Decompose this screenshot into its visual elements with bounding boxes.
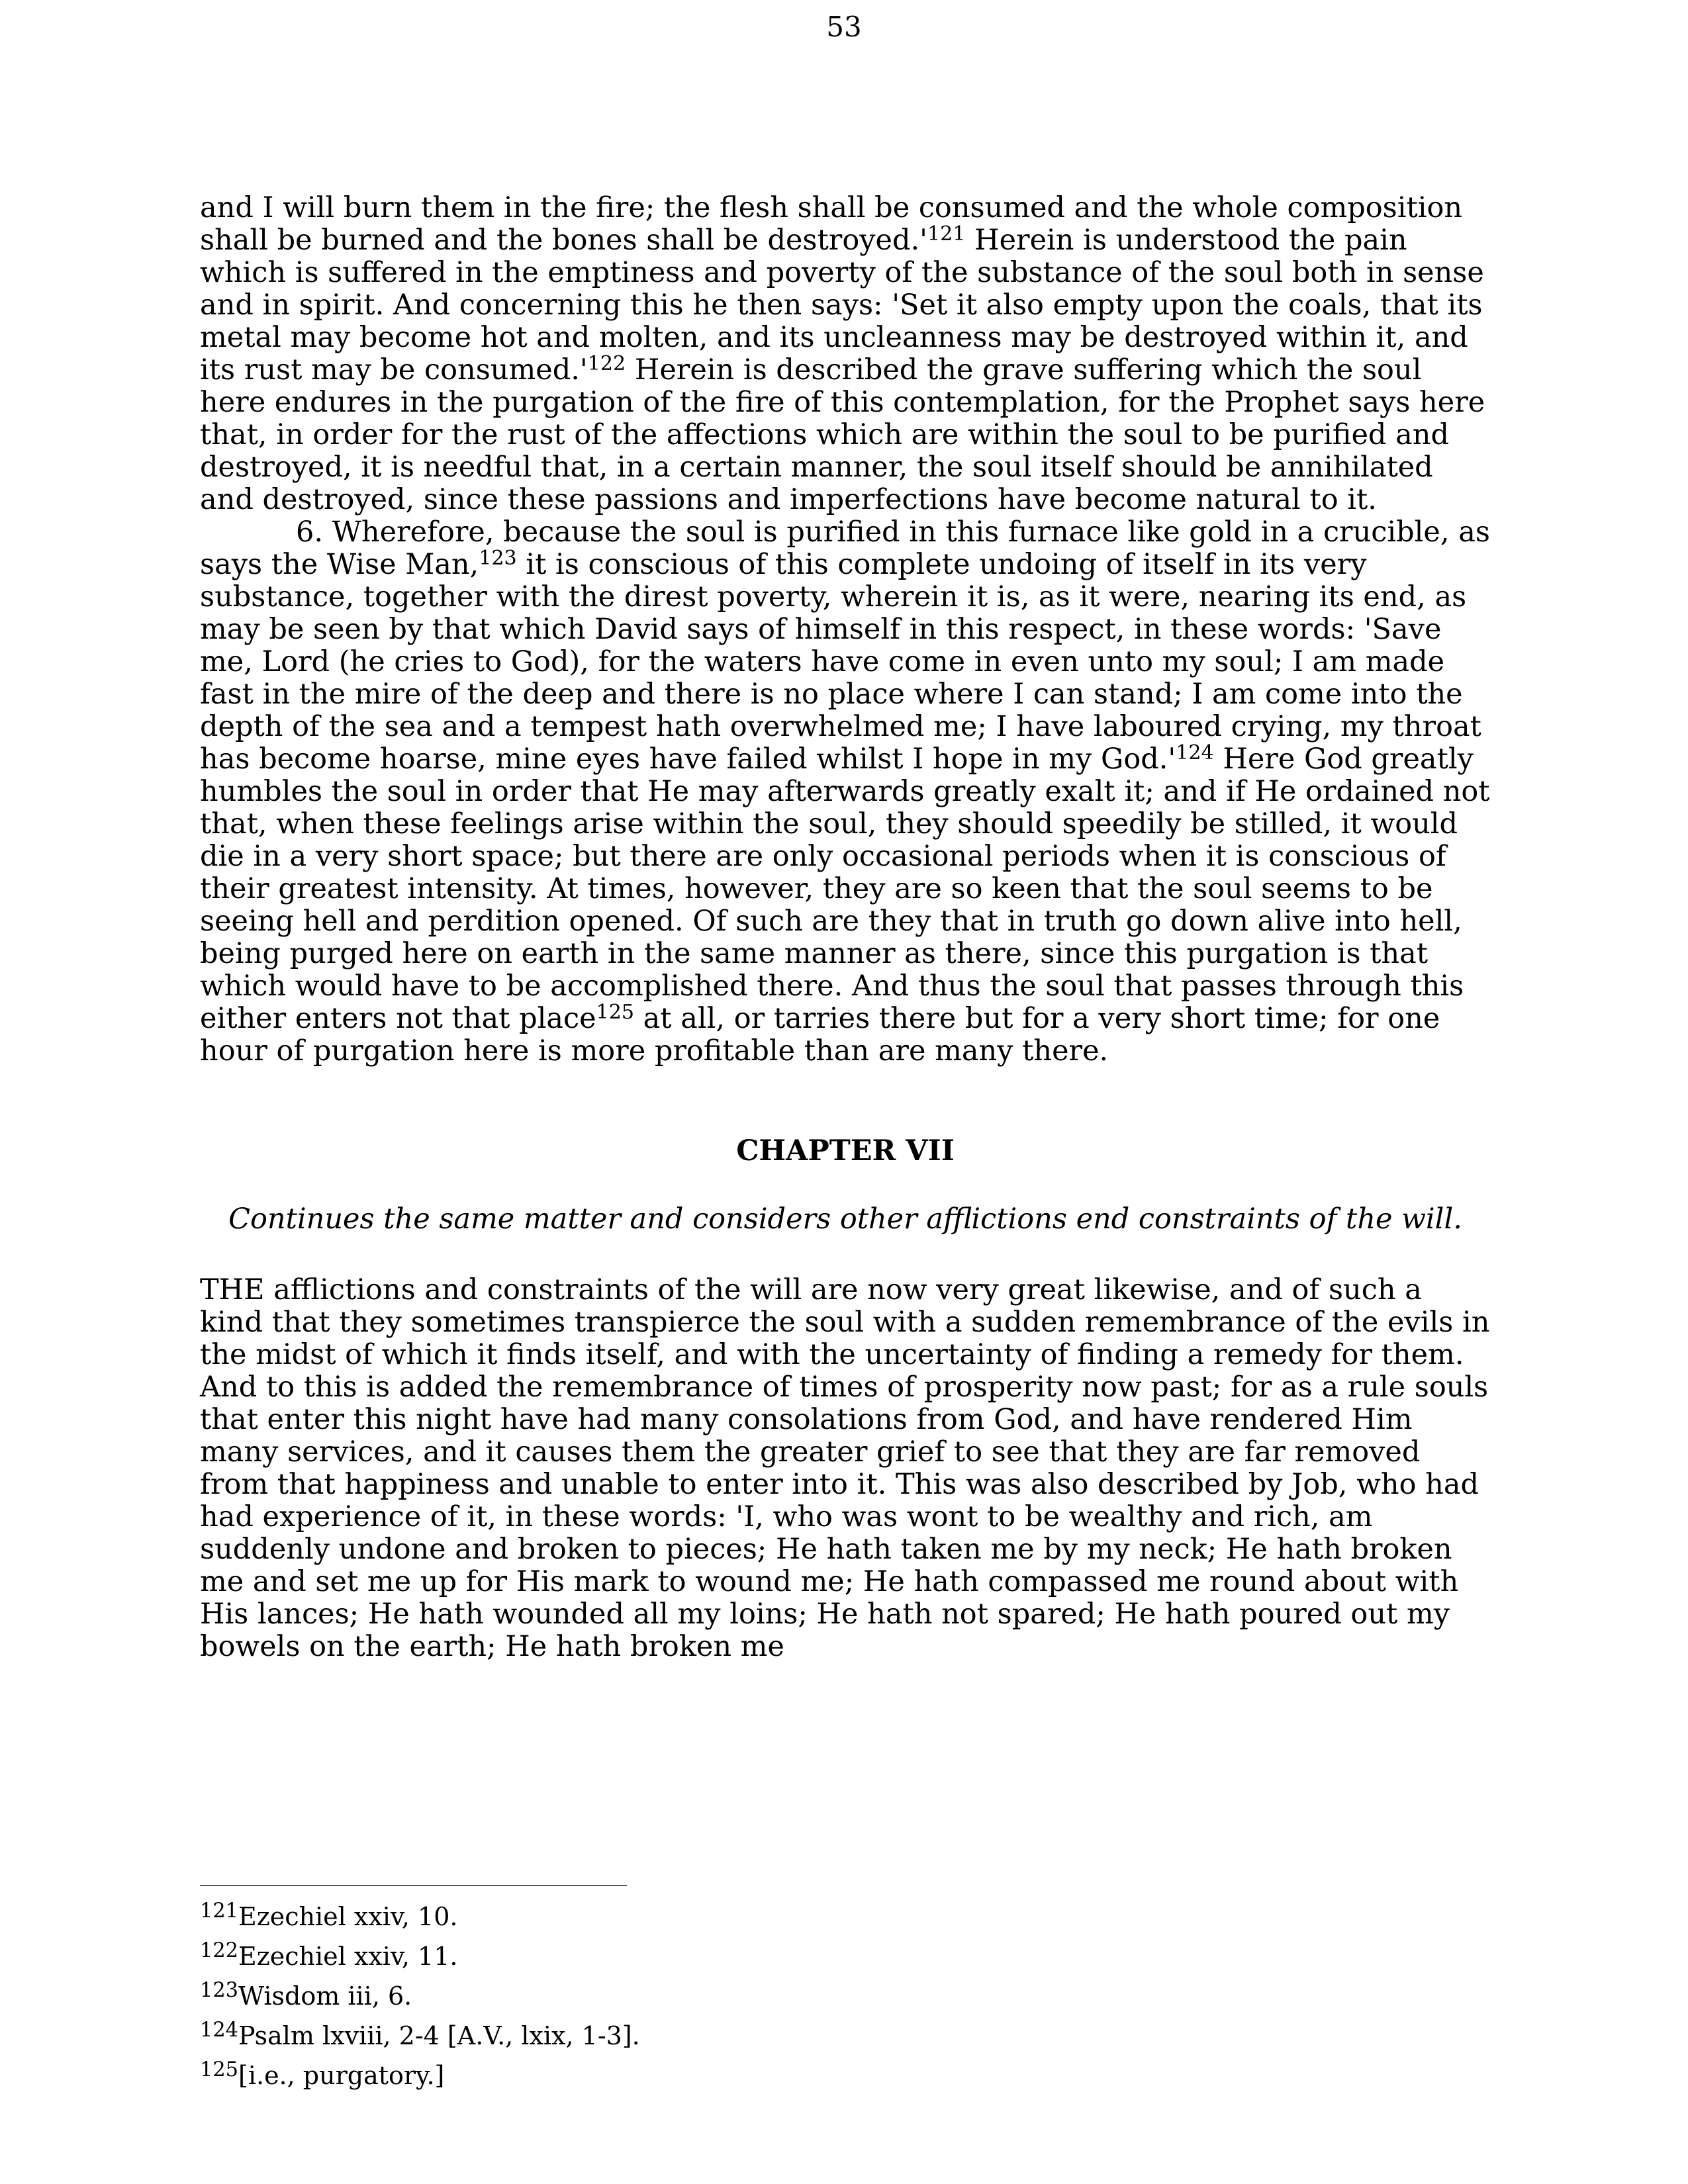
footnote — [200, 1936, 1491, 1976]
footnote-text: Psalm lxviii, 2-4 [A.V., lxix, 1-3]. — [238, 2021, 640, 2050]
footnote-number: 122 — [200, 1938, 239, 1962]
chapter-heading: CHAPTER VII — [736, 1134, 955, 1167]
footnote-list — [200, 1897, 1491, 2095]
text-segment: Herein is described the grave suffering which the soul here endures in the purgation of the fire of this contemplation, for the Prophet says here that, in order for the rust of the affections which are within the soul to be purified and destroyed, it is needful that, in a certain manner, the soul itself should be annihilated and destroyed, since these passions and imperfections have become natural to it. — [200, 353, 1485, 516]
footnote-ref: 122 — [587, 352, 626, 376]
footnotes-section — [200, 1885, 1491, 2095]
footnote-ref: 124 — [1176, 741, 1214, 765]
chapter-subtitle: Continues the same matter and considers other afflictions end constraints of the will. — [228, 1203, 1462, 1236]
footnote-text: Ezechiel xxiv, 11. — [238, 1942, 458, 1971]
footnote — [200, 2056, 1491, 2095]
footnote — [200, 2016, 1491, 2056]
footnote — [200, 1976, 1491, 2016]
body-paragraph — [200, 516, 1491, 1068]
text-segment: and I will burn them in the fire; the flesh shall be consumed and the whole composition shall be burned and the bones shall be destroyed.' — [200, 191, 1463, 257]
text-segment: THE afflictions and constraints of the will are now very great likewise, and of such a kind that they sometimes transpierce the soul with a sudden remembrance of the evils in the midst of which it finds itself, and with the uncertainty of finding a remedy for them. And to this is added the remembrance of times of prosperity now past; for as a rule souls that enter this night have had many consolations from God, and have rendered Him many services, and it causes them the greater grief to see that they are far removed from that happiness and unable to enter into it. This was also described by Job, who had had experience of it, in these words: 'I, who was wont to be wealthy and rich, am suddenly undone and broken to pieces; He hath taken me by my neck; He hath broken me and set me up for His mark to wound me; He hath compassed me round about with His lances; He hath wounded all my loins; He hath not spared; He hath poured out my bowels on the earth; He hath broken me — [200, 1273, 1490, 1663]
body-paragraph — [200, 192, 1491, 516]
footnote-number: 124 — [200, 2018, 239, 2042]
footnote-number: 125 — [200, 2058, 239, 2081]
text-block — [200, 192, 1491, 1663]
body-paragraph — [200, 1274, 1491, 1663]
footnote — [200, 1897, 1491, 1936]
footnote-ref: 123 — [479, 547, 517, 570]
page-number: 53 — [826, 11, 862, 43]
text-segment: at all, or tarries there but for a very short time; for one hour of purgation here is more profitable than are many there. — [200, 1002, 1440, 1068]
footnote-text: Ezechiel xxiv, 10. — [238, 1902, 458, 1931]
text-segment: Here God greatly humbles the soul in order that He may afterwards greatly exalt it; and if He ordained not that, when these feelings arise within the soul, they should speedily be stilled, it would die in a very short space; but there are only occasional periods when it is conscious of their greatest intensity. At times, however, they are so keen that the soul seems to be seeing hell and perdition opened. Of such are they that in truth go down alive into hell, being purged here on earth in the same manner as there, since this purgation is that which would have to be accomplished there. And thus the soul that passes through this either enters not that place — [200, 743, 1490, 1035]
footnote-rule — [200, 1885, 627, 1886]
footnote-number: 121 — [200, 1899, 239, 1923]
text-segment: Herein is understood the pain which is suffered in the emptiness and poverty of the substance of the soul both in sense and in spirit. And concerning this he then says: 'Set it also empty upon the coals, that its metal may become hot and molten, and its uncleanness may be destroyed within it, and its rust may be consumed.' — [200, 224, 1484, 387]
footnote-text: [i.e., purgatory.] — [238, 2061, 445, 2090]
footnote-text: Wisdom iii, 6. — [238, 1981, 412, 2011]
footnote-number: 123 — [200, 1978, 239, 2002]
text-segment: it is conscious of this complete undoing of itself in its very substance, together with the direst poverty, wherein it is, as it were, nearing its end, as may be seen by that which David says of himself in this respect, in these words: 'Save me, Lord (he cries to God), for the waters have come in even unto my soul; I am made fast in the mire of the deep and there is no place where I can stand; I am come into the depth of the sea and a tempest hath overwhelmed me; I have laboured crying, my throat has become hoarse, mine eyes have failed whilst I hope in my God.' — [200, 548, 1481, 776]
text-segment: 6. Wherefore, because the soul is purified in this furnace like gold in a crucible, as says the Wise Man, — [200, 516, 1490, 581]
footnote-ref: 125 — [596, 1001, 634, 1024]
footnote-ref: 121 — [927, 222, 966, 246]
